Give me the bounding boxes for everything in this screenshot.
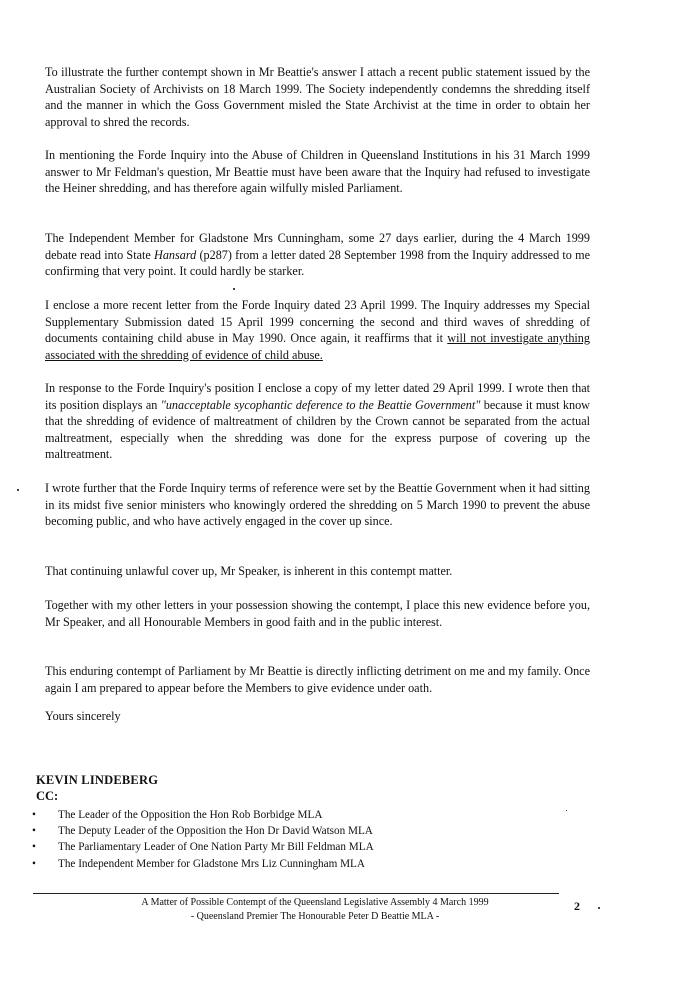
paragraph-text: I enclose a more recent letter from the Forde Inquiry dated 23 April 1999. The Inquiry addresses my Special Supplementary Submission dated 15 April 1999 concerning the second and third waves of shredding of documents containing child abuse in May 1990. Once again, it reaffirms that it: [45, 298, 590, 345]
cc-list: [32, 807, 374, 872]
cc-recipient: The Parliamentary Leader of One Nation Party Mr Bill Feldman MLA: [58, 841, 374, 854]
paragraph-cover-up: That continuing unlawful cover up, Mr Speaker, is inherent in this contempt matter.: [45, 564, 453, 578]
quoted-italic: "unacceptable sycophantic deference to the Beattie Government": [160, 397, 481, 412]
cc-list-item: [32, 839, 374, 855]
paragraph-text: (p287) from a letter dated 28 September 1998 from the Inquiry addressed to me confirming that very point. It could hardly be starker.: [45, 247, 590, 278]
closing-salutation: Yours sincerely: [45, 709, 121, 723]
footer-divider: [33, 893, 559, 894]
paragraph-other-letters: Together with my other letters in your possession showing the contempt, I place this new evidence before you, Mr Speaker, and all Honourable Members in good faith and in the public interest.: [45, 598, 590, 629]
cc-list-item: [32, 856, 374, 872]
underlined-statement: will not investigate anything associated with the shredding of evidence of child abuse.: [45, 331, 590, 362]
paragraph-recent-letter: [45, 297, 590, 363]
scan-speck: [233, 288, 235, 290]
bullet-icon: •: [32, 809, 36, 821]
paragraph-terms-of-reference: I wrote further that the Forde Inquiry terms of reference were set by the Beattie Government when it had sitting in its midst five senior ministers who knowingly ordered the shredding on 5 March 1990 to prevent the abuse becoming public, and who have actively engaged in the cover up since.: [45, 481, 590, 528]
cc-recipient: The Independent Member for Gladstone Mrs Liz Cunningham MLA: [58, 857, 365, 870]
hansard-italic: Hansard: [154, 247, 197, 262]
footer-title: A Matter of Possible Contempt of the Queensland Legislative Assembly 4 March 1999: [141, 897, 489, 908]
bullet-icon: •: [32, 825, 36, 838]
paragraph-text: The Independent Member for Gladstone Mrs Cunningham, some 27 days earlier, during the 4 March 1999 debate read into State: [45, 231, 590, 262]
footer-subtitle: - Queensland Premier The Honourable Peter D Beattie MLA -: [190, 911, 440, 922]
scan-speck: [598, 907, 600, 909]
signature-name: KEVIN LINDEBERG: [36, 773, 159, 787]
scan-speck: [17, 489, 19, 491]
bullet-icon: •: [32, 857, 36, 870]
paragraph-text: In response to the Forde Inquiry's position I enclose a copy of my letter dated 29 April 1999. I wrote then that its position displays an: [45, 381, 590, 412]
cc-recipient: The Deputy Leader of the Opposition the Hon Dr David Watson MLA: [58, 825, 373, 838]
paragraph-gladstone-member: [45, 230, 590, 280]
paragraph-forde-inquiry-mention: In mentioning the Forde Inquiry into the Abuse of Children in Queensland Institutions in his 31 March 1999 answer to Mr Feldman's question, Mr Beattie must have been aware that the Inquiry had refused to investigate the Heiner shredding, and has therefore again wilfully misled Parliament.: [45, 148, 590, 195]
paragraph-response-letter: [45, 380, 590, 463]
paragraph-archivists-statement: To illustrate the further contempt shown in Mr Beattie's answer I attach a recent public statement issued by the Australian Society of Archivists on 18 March 1999. The Society independently condemns the shredding itself and the manner in which the Goss Government misled the State Archivist at the time in order to obtain her approval to shred the records.: [45, 65, 590, 129]
cc-label: CC:: [36, 789, 59, 803]
bullet-icon: •: [32, 841, 36, 854]
cc-list-item: [32, 807, 374, 823]
cc-list-item: [32, 823, 374, 839]
cc-recipient: The Leader of the Opposition the Hon Rob Borbidge MLA: [58, 809, 323, 821]
scan-speck: [566, 810, 567, 811]
paragraph-text: because it must know that the shredding of evidence of maltreatment of children by the Crown cannot be separated from the actual maltreatment, especially when the shredding was done for the express purpose of covering up the maltreatment.: [45, 397, 590, 461]
paragraph-enduring-contempt: This enduring contempt of Parliament by Mr Beattie is directly inflicting detriment on me and my family. Once again I am prepared to appear before the Members to give evidence under oath.: [45, 664, 590, 695]
page-number: 2: [574, 899, 580, 913]
